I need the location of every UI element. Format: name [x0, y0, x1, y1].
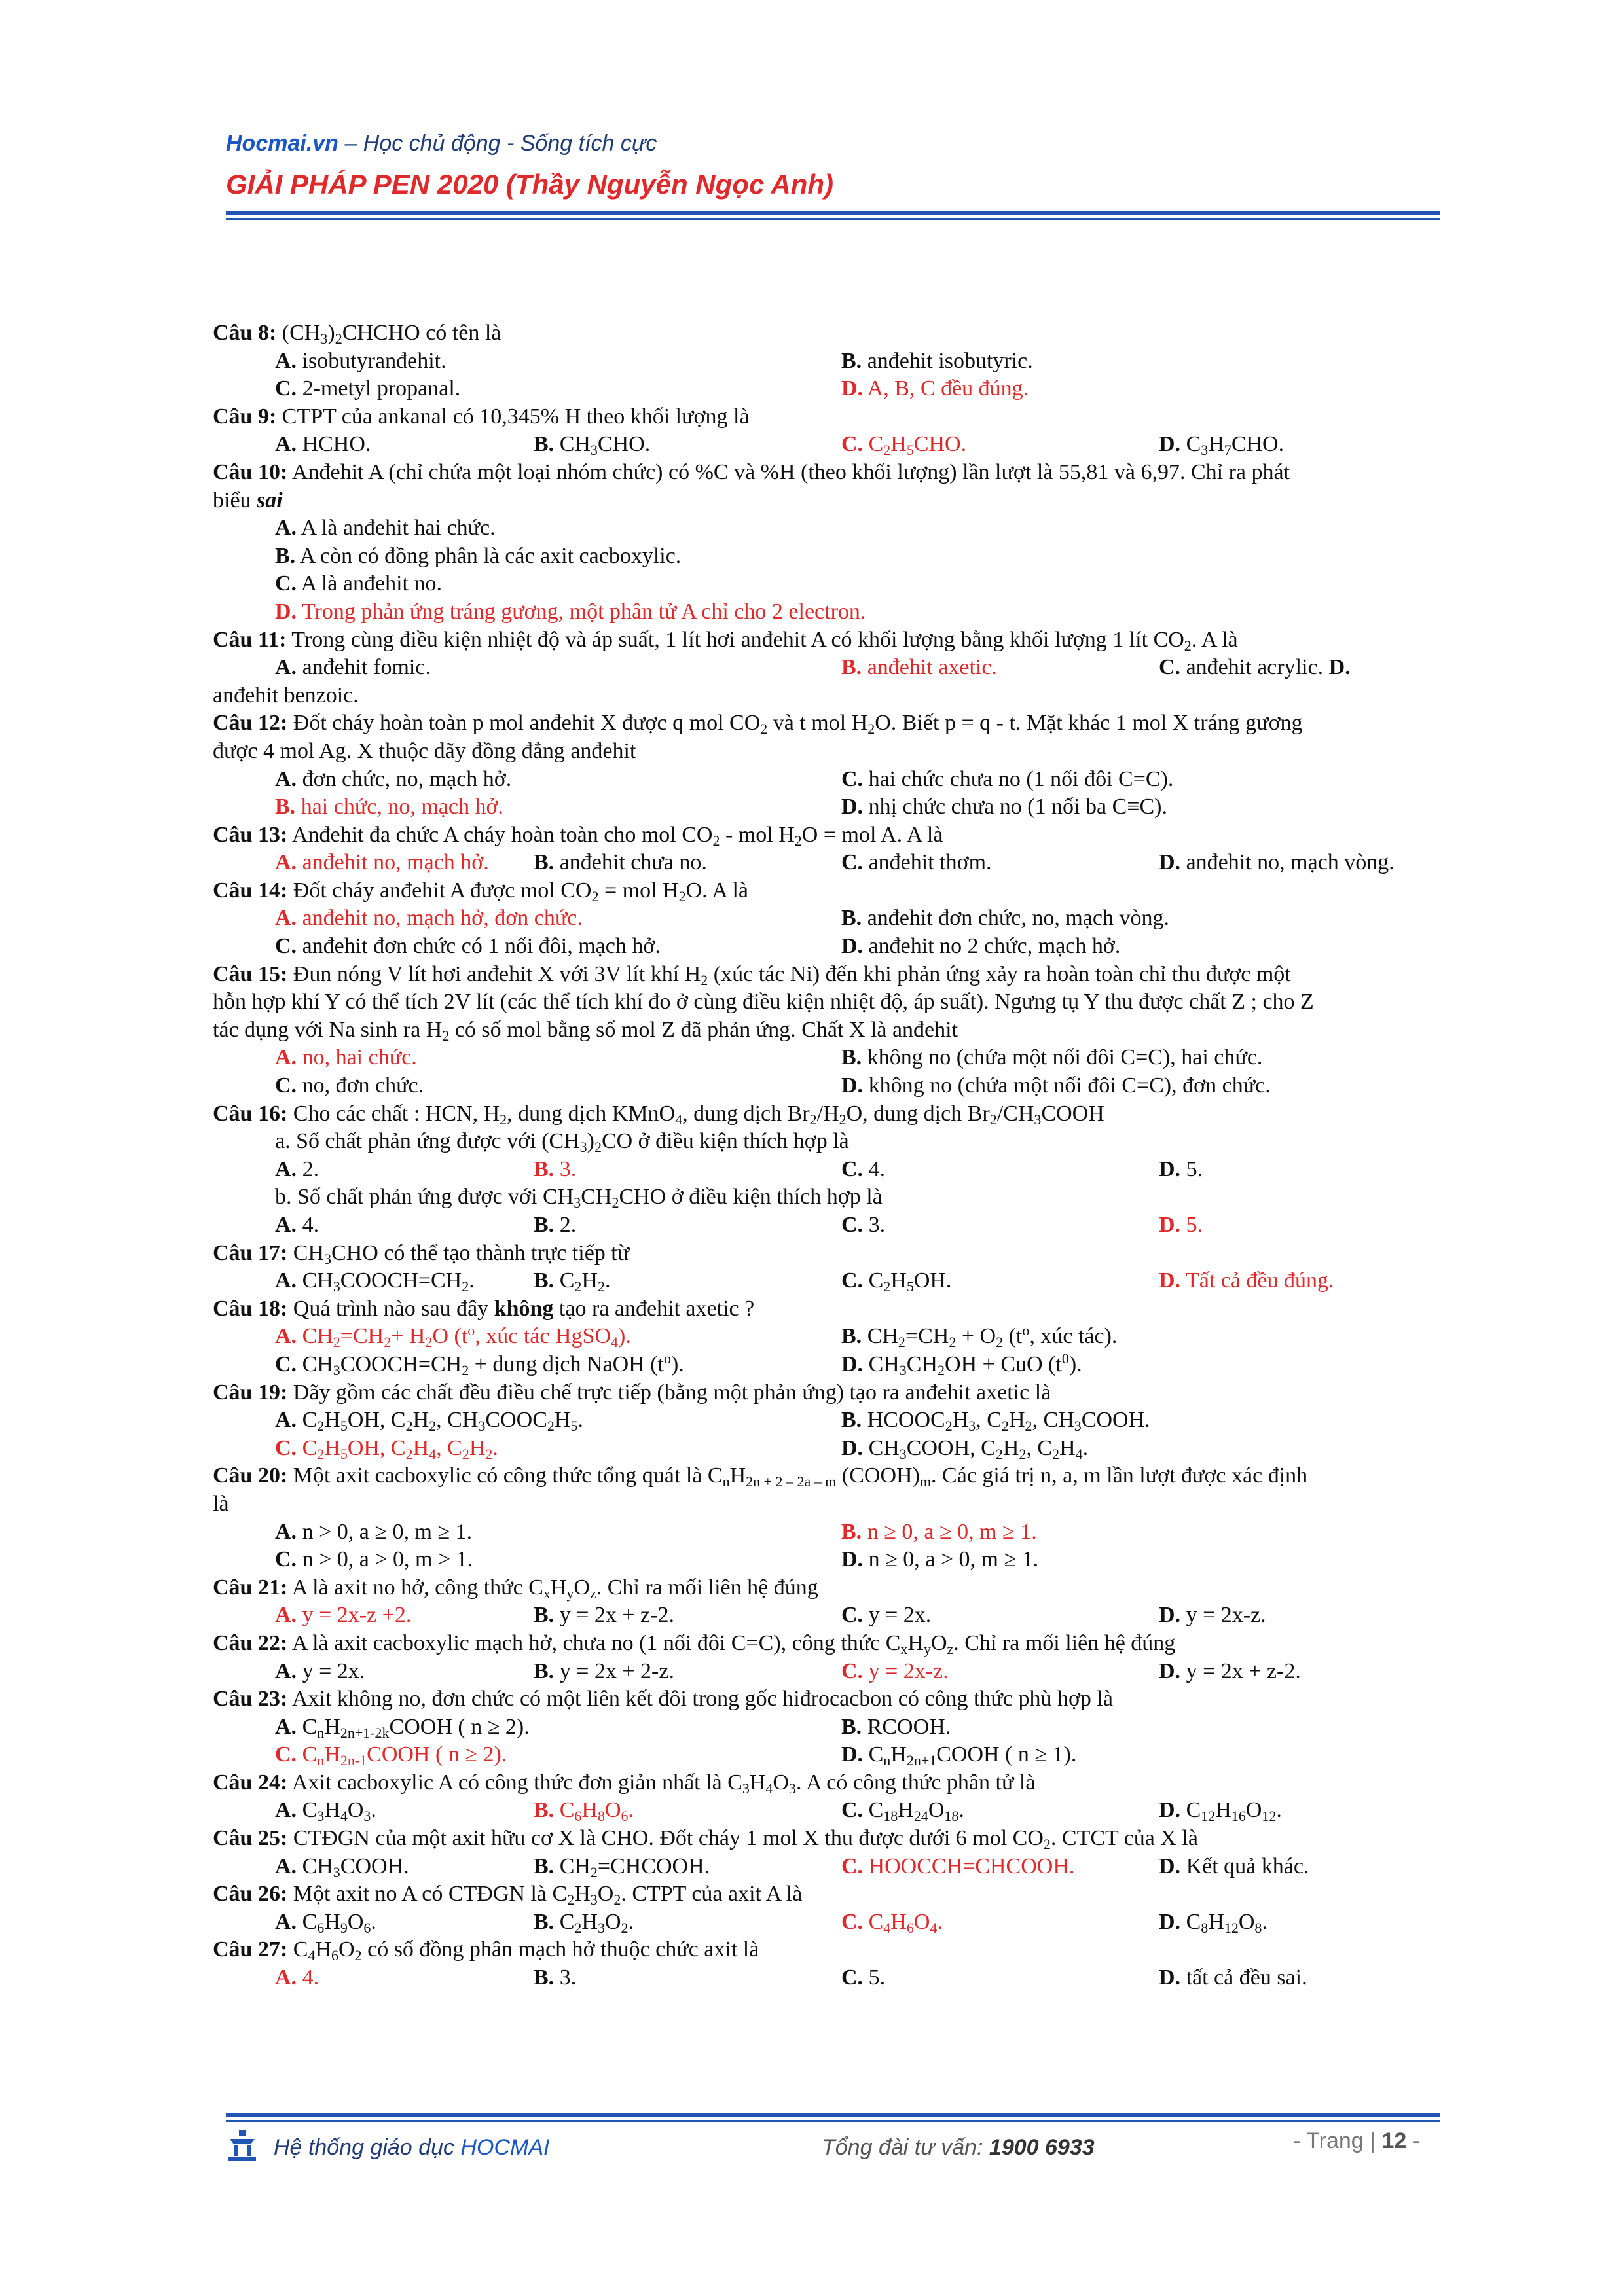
answer-option: D. anđehit no 2 chức, mạch hở.	[841, 934, 1121, 959]
text-line	[213, 933, 1440, 961]
text-line	[213, 1769, 1440, 1797]
correct-answer-option: D. 5.	[1159, 1213, 1203, 1237]
text-line	[213, 487, 1440, 515]
answer-option: D. $CH_3CH_2OH$ + CuO $(t^0)$.	[841, 1350, 1082, 1378]
text-line	[213, 1435, 1440, 1463]
answer-option: A. y = 2x.	[275, 1659, 365, 1683]
text-line	[213, 1407, 1440, 1435]
question-text: Câu 11: Trong cùng điều kiện nhiệt độ và áp suất, 1 lít hơi anđehit A có khối lượng bằng khối lượng 1 lít $CO_2$. A là	[213, 627, 1238, 654]
answer-option: D. n ≥ 0, a > 0, m ≥ 1.	[841, 1547, 1039, 1572]
question-text: Câu 8: $(CH_3)_2CHCHO$ có tên là	[213, 321, 501, 347]
text-line	[213, 626, 1440, 655]
answer-option: b. Số chất phản ứng được với $CH_3CH_2CHO$ ở điều kiện thích hợp là	[275, 1185, 883, 1211]
answer-option: B. $CH_2=CHCOOH$.	[534, 1854, 710, 1880]
text-line	[213, 961, 1440, 989]
question-text: tác dụng với Na sinh ra $H_2$ có số mol bằng số mol Z đã phản ứng. Chất X là anđehit	[213, 1017, 958, 1044]
text-line	[213, 1853, 1440, 1881]
course-title: GIẢI PHÁP PEN 2020 (Thầy Nguyễn Ngọc Anh)	[226, 169, 834, 200]
question-text: anđehit benzoic.	[213, 683, 359, 708]
correct-answer-option: D. Trong phản ứng tráng gương, một phân tử A chỉ cho 2 electron.	[275, 599, 866, 624]
correct-answer-option: D. A, B, C đều đúng.	[841, 376, 1029, 401]
answer-option: A. $CH_3COOCH=CH_2$.	[275, 1268, 475, 1295]
question-text: Câu 19: Dãy gồm các chất đều điều chế trực tiếp (bằng một phản ứng) tạo ra anđehit axetic là	[213, 1380, 1051, 1405]
correct-answer-option: C. $C_4H_6O_4$.	[841, 1909, 943, 1936]
answer-option: C. $CH_3COOCH=CH_2$ + dung dịch NaOH $(t^o)$.	[275, 1350, 684, 1378]
question-list	[213, 319, 1440, 1992]
question-text: Câu 23: Axit không no, đơn chức có một liên kết đôi trong gốc hiđrocacbon có công thức phù hợp là	[213, 1687, 1113, 1712]
answer-option: D. không no (chứa một nối đôi C=C), đơn chức.	[841, 1073, 1271, 1098]
answer-option: B. $C_2H_3O_2$.	[534, 1909, 634, 1936]
page-indicator	[1293, 2128, 1420, 2154]
answer-option: B. không no (chứa một nối đôi C=C), hai chức.	[841, 1045, 1263, 1070]
correct-answer-option: A. anđehit no, mạch hở, đơn chức.	[275, 906, 583, 931]
answer-option: B. anđehit đơn chức, no, mạch vòng.	[841, 906, 1169, 931]
text-line	[213, 1574, 1440, 1602]
answer-option: A. $C_2H_5OH$, $C_2H_2$, $CH_3COOC_2H_5$.	[275, 1408, 583, 1435]
answer-option: C. y = 2x.	[841, 1603, 932, 1628]
correct-answer-option: B. $C_6H_8O_6$.	[534, 1798, 634, 1825]
question-text: Câu 25: CTĐGN của một axit hữu cơ X là CHO. Đốt cháy 1 mol X thu được dưới 6 mol $CO_2$. CTCT của X là	[213, 1826, 1198, 1853]
text-line	[213, 1658, 1440, 1686]
answer-option: D. 5.	[1159, 1157, 1203, 1181]
footer-rule-thin	[226, 2120, 1440, 2122]
correct-answer-option: A. 4.	[275, 1965, 319, 1990]
text-line	[213, 1156, 1440, 1184]
correct-answer-option: B. anđehit axetic.	[841, 655, 997, 680]
answer-option: D. $C_8H_{12}O_8$.	[1159, 1909, 1267, 1936]
footer-org-brand: HOCMAI	[460, 2135, 550, 2160]
answer-option: C. anđehit thơm.	[841, 850, 992, 875]
answer-option: A. anđehit fomic.	[275, 655, 431, 680]
answer-option: C. A là anđehit no.	[275, 571, 442, 596]
text-line	[213, 431, 1440, 459]
text-line	[213, 821, 1440, 850]
text-line	[213, 1211, 1440, 1240]
text-line	[213, 1100, 1440, 1128]
question-text: Câu 13: Anđehit đa chức A cháy hoàn toàn cho mol $CO_2$ - mol $H_2O$ = mol A. A là	[213, 822, 943, 849]
text-line	[213, 1518, 1440, 1547]
correct-answer-option: A. no, hai chức.	[275, 1045, 417, 1070]
correct-answer-option: D. Tất cả đều đúng.	[1159, 1268, 1334, 1293]
answer-option: B. 3.	[534, 1965, 577, 1990]
answer-option: A. $C_nH_{2n+1-2k}COOH$ ( n ≥ 2).	[275, 1714, 530, 1741]
answer-option: B. anđehit chưa no.	[534, 850, 707, 875]
text-line	[213, 403, 1440, 431]
answer-option: C. hai chức chưa no (1 nối đôi C=C).	[841, 766, 1174, 791]
site-name: Hocmai.vn	[226, 131, 338, 156]
hotline-number: 1900 6933	[989, 2135, 1095, 2160]
question-text: Câu 14: Đốt cháy anđehit A được mol $CO_2$ = mol $H_2O$. A là	[213, 878, 749, 905]
answer-option: C. no, đơn chức.	[275, 1073, 424, 1098]
correct-answer-option: C. $C_2H_5CHO$.	[841, 432, 967, 459]
page-prefix: - Trang |	[1293, 2128, 1382, 2153]
text-line	[213, 1741, 1440, 1769]
answer-option: D. anđehit no, mạch vòng.	[1159, 850, 1395, 875]
correct-answer-option: C. y = 2x-z.	[841, 1659, 949, 1683]
answer-option: A. HCHO.	[275, 432, 371, 457]
question-text: biểu sai	[213, 488, 283, 512]
footer-org-prefix: Hệ thống giáo dục	[274, 2135, 461, 2160]
text-line	[213, 1797, 1440, 1825]
answer-option: A. $C_6H_9O_6$.	[275, 1909, 376, 1936]
question-text: là	[213, 1491, 229, 1516]
header-rule	[226, 211, 1440, 215]
text-line	[213, 1685, 1440, 1713]
text-line	[213, 1240, 1440, 1268]
text-line	[213, 849, 1440, 877]
question-text: Câu 24: Axit cacboxylic A có công thức đơn giản nhất là $C_3H_4O_3$. A có công thức phân tử là	[213, 1770, 1036, 1797]
answer-option: C. 5.	[841, 1965, 886, 1990]
answer-option: D. $C_3H_7CHO$.	[1159, 432, 1285, 459]
answer-option: B. 2.	[534, 1213, 577, 1237]
text-line	[213, 1462, 1440, 1490]
answer-option: B. A còn có đồng phân là các axit cacboxylic.	[275, 543, 682, 568]
correct-answer-option: A. anđehit no, mạch hở.	[275, 850, 489, 875]
answer-option: D. $C_nH_{2n+1}COOH$ ( n ≥ 1).	[841, 1742, 1077, 1769]
text-line	[213, 1016, 1440, 1045]
text-line	[213, 348, 1440, 376]
text-line	[213, 905, 1440, 933]
text-line	[213, 514, 1440, 543]
hocmai-logo-icon	[226, 2127, 259, 2164]
text-line	[213, 766, 1440, 794]
correct-answer-option: B. 3.	[534, 1157, 577, 1181]
answer-option: C. 2-metyl propanal.	[275, 376, 461, 401]
answer-option: B. y = 2x + z-2.	[534, 1603, 674, 1628]
text-line	[213, 1072, 1440, 1100]
text-line	[213, 682, 1440, 710]
header-rule-thin	[226, 218, 1440, 220]
text-line	[213, 793, 1440, 821]
question-text: Câu 10: Anđehit A (chỉ chứa một loại nhóm chức) có %C và %H (theo khối lượng) lần lượt là 55,81 và 6,97. Chỉ ra phát	[213, 459, 1290, 484]
answer-option: A. A là anđehit hai chức.	[275, 516, 496, 541]
text-line	[213, 319, 1440, 348]
answer-option: A. n > 0, a ≥ 0, m ≥ 1.	[275, 1519, 473, 1544]
text-line	[213, 988, 1440, 1016]
question-text: Câu 18: Quá trình nào sau đây không tạo ra anđehit axetic ?	[213, 1296, 755, 1321]
answer-option: B. $C_2H_2$.	[534, 1268, 611, 1295]
text-line	[213, 1044, 1440, 1072]
text-line	[213, 1267, 1440, 1295]
hotline-label: Tổng đài tư vấn:	[822, 2135, 989, 2160]
text-line	[213, 1964, 1440, 1992]
site-header	[226, 131, 657, 156]
question-text: Câu 15: Đun nóng V lít hơi anđehit X với 3V lít khí $H_2$ (xúc tác Ni) đến khi phản ứng xảy ra hoàn toàn chỉ thu được một	[213, 961, 1291, 988]
text-line	[213, 375, 1440, 403]
answer-option: A. đơn chức, no, mạch hở.	[275, 766, 512, 791]
question-text: Câu 17: $CH_3CHO$ có thể tạo thành trực tiếp từ	[213, 1240, 630, 1267]
answer-option: C. 3.	[841, 1213, 886, 1237]
text-line	[213, 1379, 1440, 1407]
site-slogan: – Học chủ động - Sống tích cực	[344, 131, 657, 156]
correct-answer-option: B. n ≥ 0, a ≥ 0, m ≥ 1.	[841, 1519, 1037, 1544]
page-number: 12	[1381, 2128, 1407, 2153]
correct-answer-option: B. hai chức, no, mạch hở.	[275, 795, 503, 819]
text-line	[213, 1323, 1440, 1351]
correct-answer-option: A. $CH_2=CH_2+ H_2O$ ($t^o$, xúc tác HgSO$_4$).	[275, 1322, 631, 1351]
correct-answer-option: C. $C_2H_5OH$, $C_2H_4$, $C_2H_2$.	[275, 1435, 498, 1462]
question-text: Câu 22: A là axit cacboxylic mạch hở, chưa no (1 nối đôi C=C), công thức $C_xH_yO_z$. Chỉ ra mối liên hệ đúng	[213, 1630, 1176, 1657]
question-text: Câu 20: Một axit cacboxylic có công thức tổng quát là $C_nH_{2n + 2 - 2a - m}$ $(COOH)_m$. Các giá trị n, a, m lần lượt được xác định	[213, 1463, 1308, 1490]
answer-option: C. n > 0, a > 0, m > 1.	[275, 1547, 473, 1572]
page-suffix: -	[1406, 2128, 1421, 2153]
answer-option: D. $CH_3COOH$, $C_2H_2$, $C_2H_4$.	[841, 1435, 1089, 1462]
answer-option: B. y = 2x + 2-z.	[534, 1659, 674, 1683]
text-line	[213, 1128, 1440, 1156]
text-line	[213, 1546, 1440, 1574]
answer-option: A. $C_3H_4O_3$.	[275, 1798, 376, 1825]
text-line	[213, 1351, 1440, 1379]
answer-option: C. anđehit acrylic. D.	[1159, 655, 1351, 680]
text-line	[213, 1880, 1440, 1909]
text-line	[213, 459, 1440, 487]
answer-option: C. $C_2H_5OH$.	[841, 1268, 952, 1295]
question-text: được 4 mol Ag. X thuộc dãy đồng đẳng anđehit	[213, 738, 636, 763]
answer-option: D. y = 2x-z.	[1159, 1603, 1266, 1628]
answer-option: A. $CH_3COOH$.	[275, 1854, 409, 1880]
text-line	[213, 1183, 1440, 1211]
text-line	[213, 709, 1440, 738]
correct-answer-option: A. y = 2x-z +2.	[275, 1603, 412, 1628]
correct-answer-option: C. $C_nH_{2n-1}COOH$ ( n ≥ 2).	[275, 1742, 507, 1769]
question-text: Câu 16: Cho các chất : HCN, $H_2$, dung dịch KMnO$_4$, dung dịch $Br_2/H_2O$, dung dịch $Br_2/CH_3COOH$	[213, 1101, 1104, 1128]
question-text: hỗn hợp khí Y có thể tích 2V lít (các thể tích khí đo ở cùng điều kiện nhiệt độ, áp suất). Ngưng tụ Y thu được chất Z ; cho Z	[213, 990, 1314, 1014]
text-line	[213, 1825, 1440, 1853]
answer-option: B. anđehit isobutyric.	[841, 348, 1033, 373]
answer-option: D. tất cả đều sai.	[1159, 1965, 1307, 1990]
footer-hotline	[822, 2135, 1095, 2161]
text-line	[213, 543, 1440, 571]
question-text: Câu 9: CTPT của ankanal có 10,345% H theo khối lượng là	[213, 404, 750, 429]
answer-option: a. Số chất phản ứng được với $(CH_3)_2CO$ ở điều kiện thích hợp là	[275, 1129, 849, 1156]
answer-option: B. $CH_2=CH_2 + O_2$ ($t^o$, xúc tác).	[841, 1322, 1118, 1351]
answer-option: A. 4.	[275, 1213, 319, 1237]
question-text: Câu 21: A là axit no hở, công thức $C_xH_yO_z$. Chỉ ra mối liên hệ đúng	[213, 1575, 818, 1602]
answer-option: C. anđehit đơn chức có 1 nối đôi, mạch hở.	[275, 934, 661, 959]
answer-option: B. $CH_3CHO$.	[534, 432, 651, 459]
answer-option: D. y = 2x + z-2.	[1159, 1659, 1301, 1683]
text-line	[213, 1490, 1440, 1518]
text-line	[213, 570, 1440, 598]
question-text: Câu 27: $C_4H_6O_2$ có số đồng phân mạch hở thuộc chức axit là	[213, 1937, 759, 1964]
answer-option: A. isobutyranđehit.	[275, 348, 447, 373]
text-line	[213, 877, 1440, 905]
footer-rule	[226, 2113, 1440, 2117]
text-line	[213, 598, 1440, 626]
answer-option: C. 4.	[841, 1157, 886, 1181]
answer-option: B. $HCOOC_2H_3$, $C_2H_2$, $CH_3COOH$.	[841, 1408, 1150, 1435]
text-line	[213, 1713, 1440, 1742]
answer-option: D. nhị chức chưa no (1 nối ba C≡C).	[841, 795, 1167, 819]
correct-answer-option: C. HOOCCH=CHCOOH.	[841, 1854, 1075, 1878]
answer-option: B. RCOOH.	[841, 1714, 951, 1739]
text-line	[213, 1909, 1440, 1937]
answer-option: C. $C_{18}H_{24}O_{18}$.	[841, 1798, 964, 1825]
text-line	[213, 738, 1440, 766]
answer-option: D. Kết quả khác.	[1159, 1854, 1309, 1878]
answer-option: D. $C_{12}H_{16}O_{12}$.	[1159, 1798, 1282, 1825]
text-line	[213, 1630, 1440, 1658]
question-text: Câu 12: Đốt cháy hoàn toàn p mol anđehit X được q mol $CO_2$ và t mol $H_2O$. Biết p = q - t. Mặt khác 1 mol X tráng gương	[213, 711, 1303, 738]
text-line	[213, 1936, 1440, 1964]
answer-option: A. 2.	[275, 1157, 319, 1181]
footer-organization	[274, 2135, 549, 2161]
text-line	[213, 654, 1440, 682]
question-text: Câu 26: Một axit no A có CTĐGN là $C_2H_3O_2$. CTPT của axit A là	[213, 1882, 803, 1909]
text-line	[213, 1295, 1440, 1323]
text-line	[213, 1602, 1440, 1630]
